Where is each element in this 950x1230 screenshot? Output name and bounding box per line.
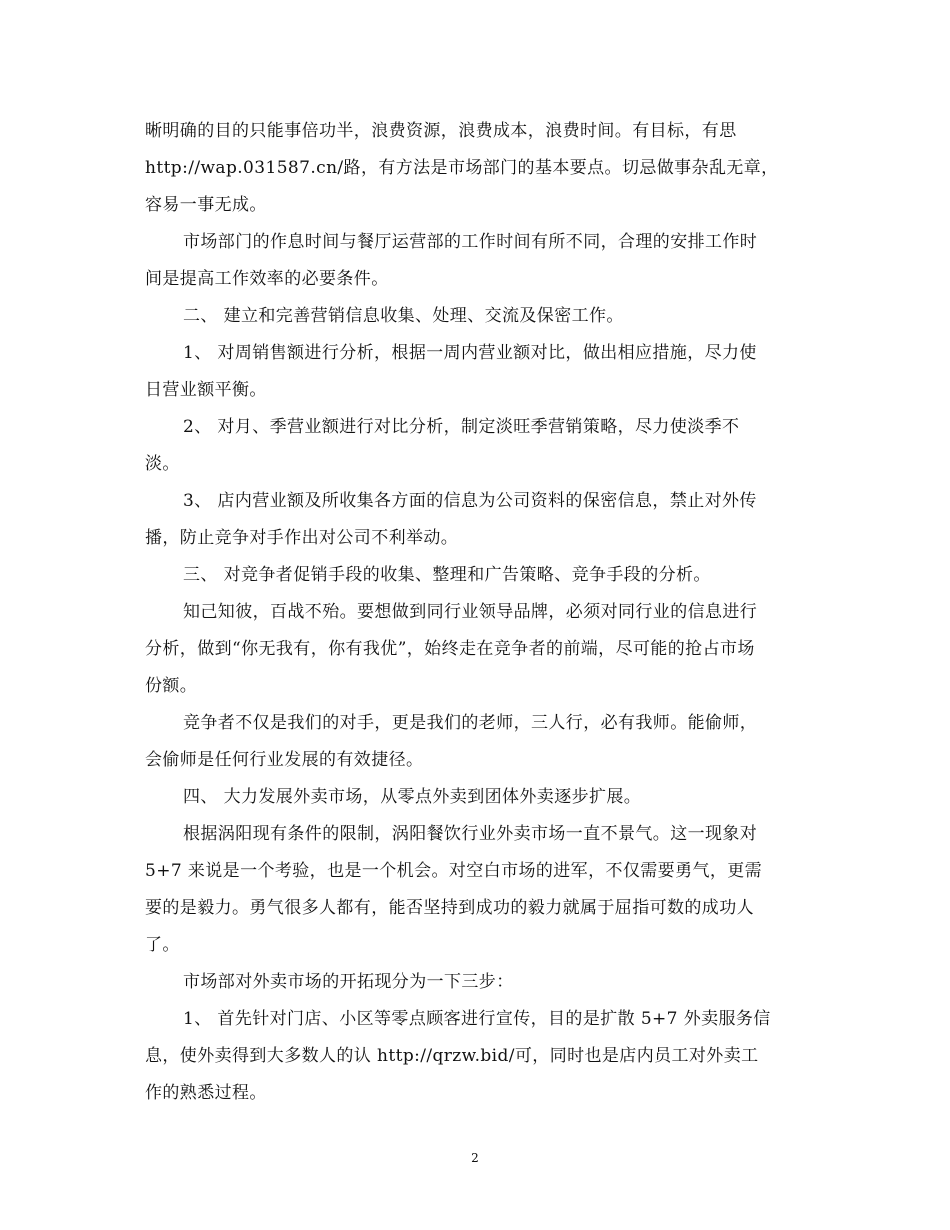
text-line: http://wap.031587.cn/路，有方法是市场部门的基本要点。切忌做事杂乱无章，: [145, 158, 779, 178]
text-line: 了。: [145, 935, 180, 955]
text-line: 知己知彼，百战不殆。要想做到同行业领导品牌，必须对同行业的信息进行: [183, 602, 758, 622]
text-line: 份额。: [145, 676, 198, 696]
text-line: 晰明确的目的只能事倍功半，浪费资源，浪费成本，浪费时间。有目标，有思: [145, 121, 737, 141]
section-heading: 四、 大力发展外卖市场，从零点外卖到团体外卖逐步扩展。: [183, 787, 642, 807]
page-number: 2: [471, 1151, 479, 1165]
text-line: 竞争者不仅是我们的对手，更是我们的老师，三人行，必有我师。能偷师，: [183, 713, 758, 733]
list-item-line: 1、 对周销售额进行分析，根据一周内营业额对比，做出相应措施，尽力使: [183, 343, 757, 363]
text-line: 市场部对外卖市场的开拓现分为一下三步：: [183, 972, 514, 992]
text-line: 容易一事无成。: [145, 195, 267, 215]
text-line: 要的是毅力。勇气很多人都有，能否坚持到成功的毅力就属于屈指可数的成功人: [145, 898, 754, 918]
list-item-line: 1、 首先针对门店、小区等零点顾客进行宣传，目的是扩散 5+7 外卖服务信: [183, 1009, 771, 1029]
list-item-line: 息，使外卖得到大多数人的认 http://qrzw.bid/可，同时也是店内员工对外卖工: [145, 1046, 759, 1066]
text-line: 会偷师是任何行业发展的有效捷径。: [145, 750, 424, 770]
section-heading: 三、 对竞争者促销手段的收集、整理和广告策略、竞争手段的分析。: [183, 565, 711, 585]
list-item-line: 2、 对月、季营业额进行对比分析，制定淡旺季营销策略，尽力使淡季不: [183, 417, 740, 437]
text-line: 间是提高工作效率的必要条件。: [145, 269, 389, 289]
text-line: 根据涡阳现有条件的限制，涡阳餐饮行业外卖市场一直不景气。这一现象对: [183, 824, 758, 844]
text-line: 分析，做到“你无我有，你有我优”，始终走在竞争者的前端，尽可能的抢占市场: [145, 639, 755, 659]
text-line: 5+7 来说是一个考验，也是一个机会。对空白市场的进军，不仅需要勇气，更需: [145, 861, 763, 881]
list-item-line: 播，防止竞争对手作出对公司不利举动。: [145, 528, 459, 548]
text-line: 市场部门的作息时间与餐厅运营部的工作时间有所不同，合理的安排工作时: [183, 232, 758, 252]
list-item-line: 3、 店内营业额及所收集各方面的信息为公司资料的保密信息，禁止对外传: [183, 491, 757, 511]
list-item-line: 作的熟悉过程。: [145, 1083, 267, 1103]
section-heading: 二、 建立和完善营销信息收集、处理、交流及保密工作。: [183, 306, 624, 326]
list-item-line: 日营业额平衡。: [145, 380, 267, 400]
list-item-line: 淡。: [145, 454, 180, 474]
